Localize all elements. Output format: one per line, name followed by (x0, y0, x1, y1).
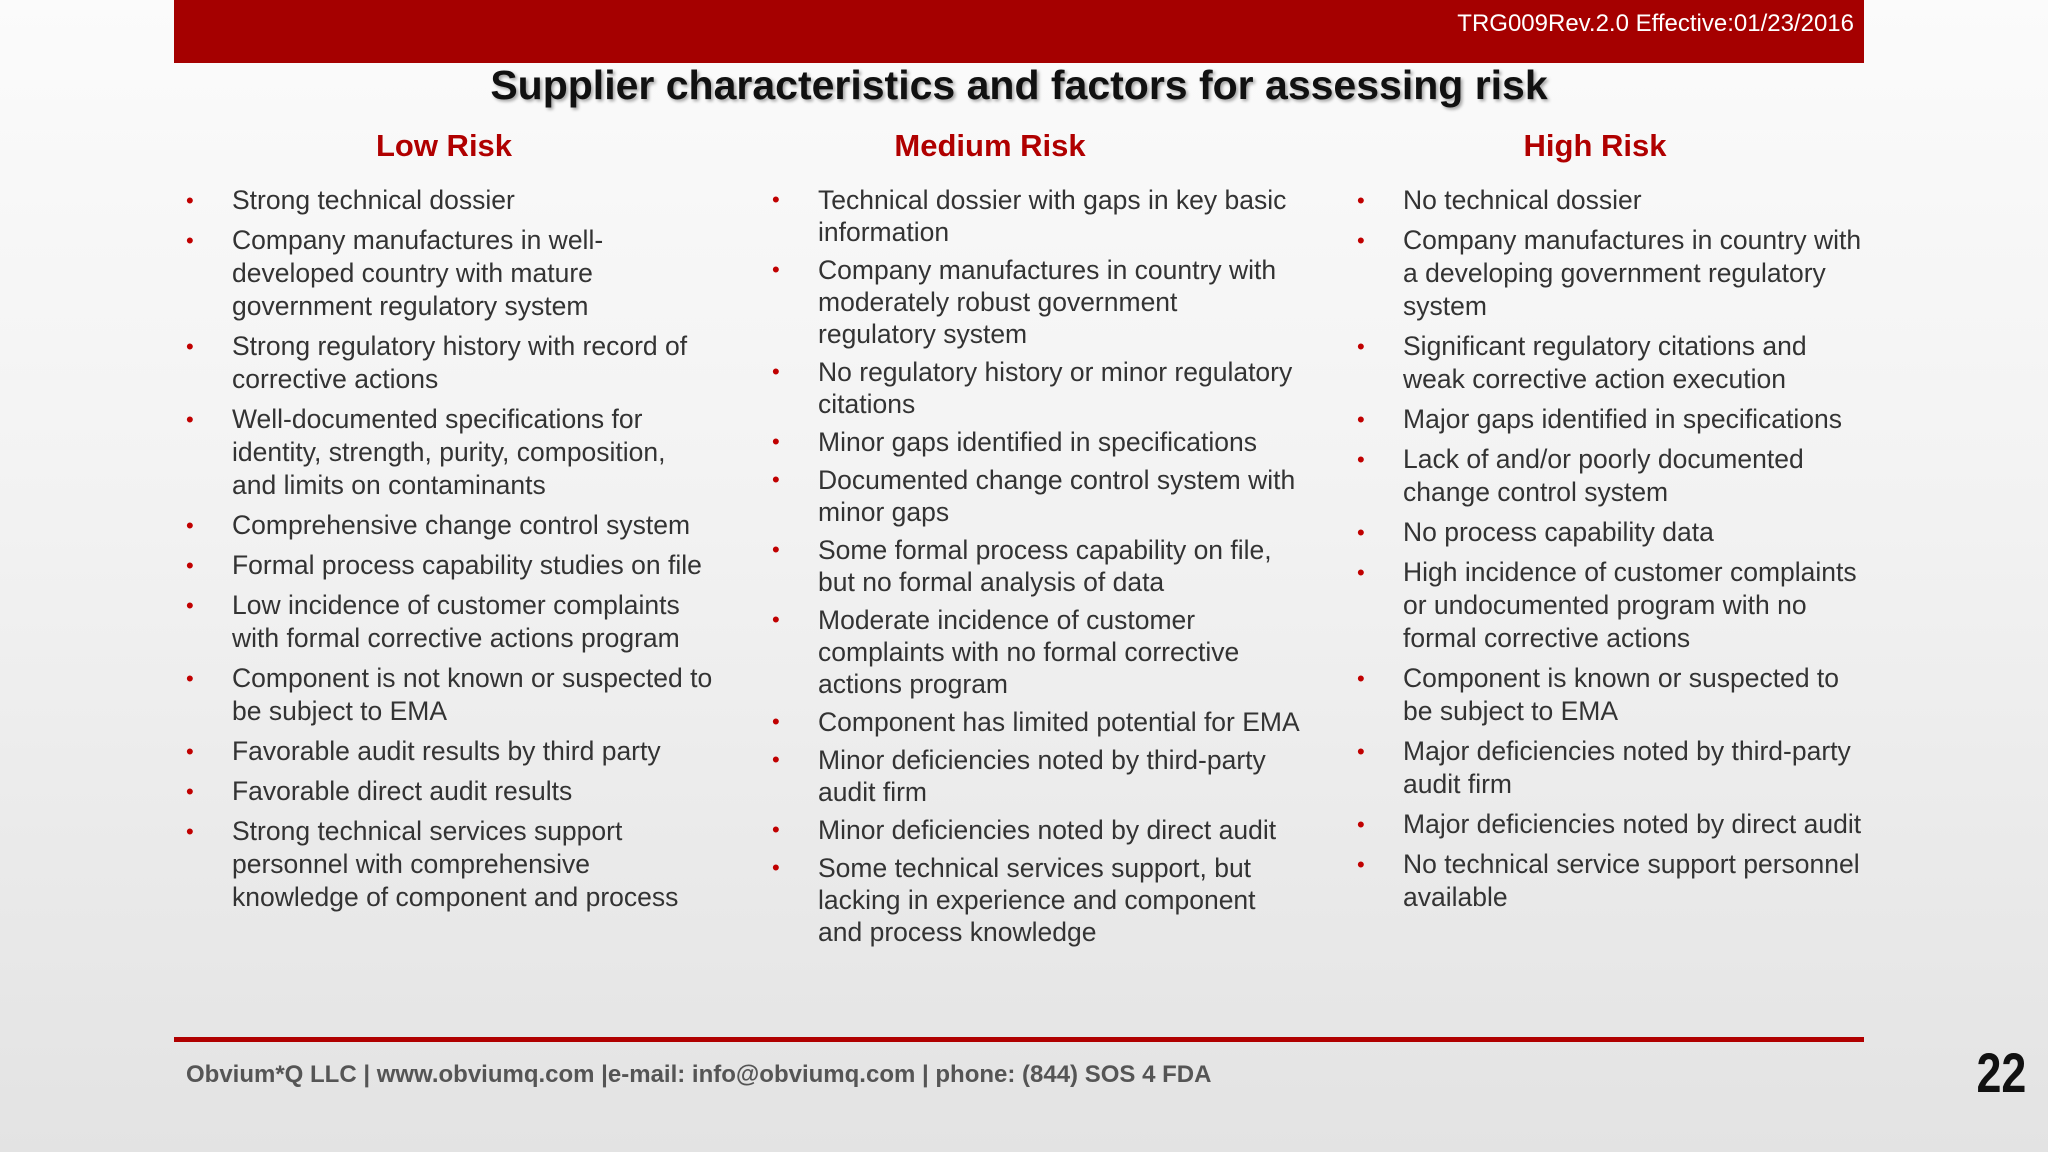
risk-item-text: Strong regulatory history with record of corrective actions (232, 331, 688, 394)
page-number: 22 (1976, 1041, 2026, 1104)
bullet-icon: • (1357, 407, 1365, 432)
risk-list-item (760, 706, 1300, 738)
risk-item-text: Major deficiencies noted by direct audit (1403, 809, 1862, 839)
low-risk-list (174, 184, 714, 914)
risk-item-text: Technical dossier with gaps in key basic information (818, 185, 1287, 247)
risk-item-text: Company manufactures in country with a developing government regulatory system (1403, 225, 1862, 321)
risk-item-text: Major deficiencies noted by third-party audit firm (1403, 736, 1851, 799)
bullet-icon: • (772, 257, 780, 282)
bullet-icon: • (186, 228, 194, 253)
risk-list-item (1345, 735, 1865, 801)
footer-contact: Obvium*Q LLC | www.obviumq.com |e-mail: info@obviumq.com | phone: (844) SOS 4 FDA (186, 1061, 1212, 1088)
bullet-icon: • (772, 817, 780, 842)
high-risk-list (1345, 184, 1865, 914)
risk-list-item (760, 814, 1300, 846)
bullet-icon: • (186, 593, 194, 618)
risk-list-item (1345, 184, 1865, 217)
risk-list-item (174, 549, 714, 582)
bullet-icon: • (186, 513, 194, 538)
medium-risk-heading: Medium Risk (894, 128, 1086, 163)
header-bar (174, 0, 1864, 63)
risk-item-text: Lack of and/or poorly documented change control system (1403, 444, 1804, 507)
risk-item-text: Some technical services support, but lacking in experience and component and process knowledge (818, 853, 1256, 947)
bullet-icon: • (186, 666, 194, 691)
risk-list-item (174, 775, 714, 808)
risk-list-item (174, 735, 714, 768)
risk-item-text: Well-documented specifications for identity, strength, purity, composition, and limits on contaminants (232, 404, 666, 500)
risk-item-text: Significant regulatory citations and weak corrective action execution (1403, 331, 1807, 394)
risk-item-text: Favorable audit results by third party (232, 736, 661, 766)
risk-item-text: Favorable direct audit results (232, 776, 573, 806)
bullet-icon: • (1357, 447, 1365, 472)
risk-list-item (760, 464, 1300, 528)
bullet-icon: • (1357, 334, 1365, 359)
bullet-icon: • (772, 709, 780, 734)
risk-item-text: Moderate incidence of customer complaints with no formal corrective actions program (818, 605, 1240, 699)
risk-list-item (1345, 848, 1865, 914)
risk-list-item (1345, 516, 1865, 549)
bullet-icon: • (772, 537, 780, 562)
risk-item-text: Component is known or suspected to be subject to EMA (1403, 663, 1840, 726)
low-risk-column (174, 128, 714, 921)
bullet-icon: • (772, 187, 780, 212)
bullet-icon: • (1357, 666, 1365, 691)
high-risk-heading: High Risk (1523, 128, 1667, 163)
risk-item-text: Company manufactures in country with moderately robust government regulatory system (818, 255, 1277, 349)
bullet-icon: • (186, 407, 194, 432)
risk-item-text: Major gaps identified in specifications (1403, 404, 1842, 434)
medium-risk-column (760, 128, 1300, 954)
risk-list-item (174, 815, 714, 914)
risk-item-text: No technical service support personnel available (1403, 849, 1860, 912)
risk-list-item (174, 589, 714, 655)
risk-item-text: Strong technical dossier (232, 185, 515, 215)
bullet-icon: • (1357, 560, 1365, 585)
risk-list-item (760, 426, 1300, 458)
risk-item-text: Formal process capability studies on file (232, 550, 702, 580)
medium-risk-list (760, 184, 1300, 948)
risk-list-item (1345, 556, 1865, 655)
risk-list-item (760, 604, 1300, 700)
risk-list-item (1345, 224, 1865, 323)
risk-list-item (1345, 662, 1865, 728)
risk-list-item (174, 662, 714, 728)
risk-item-text: Component is not known or suspected to be subject to EMA (232, 663, 713, 726)
risk-item-text: Component has limited potential for EMA (818, 707, 1300, 737)
risk-item-text: Company manufactures in well-developed country with mature government regulatory system (232, 225, 604, 321)
risk-list-item (174, 184, 714, 217)
risk-list-item (174, 509, 714, 542)
bullet-icon: • (1357, 852, 1365, 877)
bullet-icon: • (772, 855, 780, 880)
bullet-icon: • (772, 467, 780, 492)
risk-list-item (1345, 808, 1865, 841)
risk-list-item (1345, 330, 1865, 396)
high-risk-column (1345, 128, 1865, 921)
bullet-icon: • (772, 429, 780, 454)
risk-item-text: No technical dossier (1403, 185, 1642, 215)
bullet-icon: • (186, 739, 194, 764)
risk-list-item (760, 356, 1300, 420)
bullet-icon: • (1357, 812, 1365, 837)
risk-list-item (1345, 443, 1865, 509)
risk-item-text: Strong technical services support personnel with comprehensive knowledge of component and process (232, 816, 679, 912)
bullet-icon: • (186, 553, 194, 578)
bullet-icon: • (772, 607, 780, 632)
bullet-icon: • (186, 819, 194, 844)
bullet-icon: • (1357, 520, 1365, 545)
risk-item-text: Minor deficiencies noted by direct audit (818, 815, 1277, 845)
risk-list-item (760, 184, 1300, 248)
risk-list-item (760, 852, 1300, 948)
risk-item-text: Some formal process capability on file, but no formal analysis of data (818, 535, 1272, 597)
footer-divider (174, 1037, 1864, 1042)
risk-list-item (1345, 403, 1865, 436)
risk-item-text: Documented change control system with minor gaps (818, 465, 1296, 527)
risk-list-item (760, 254, 1300, 350)
risk-list-item (174, 403, 714, 502)
bullet-icon: • (186, 334, 194, 359)
risk-list-item (760, 534, 1300, 598)
risk-list-item (760, 744, 1300, 808)
risk-item-text: Low incidence of customer complaints with formal corrective actions program (232, 590, 680, 653)
risk-item-text: No process capability data (1403, 517, 1714, 547)
bullet-icon: • (1357, 739, 1365, 764)
bullet-icon: • (186, 188, 194, 213)
risk-item-text: Comprehensive change control system (232, 510, 691, 540)
slide-title: Supplier characteristics and factors for assessing risk (490, 62, 1548, 108)
low-risk-heading: Low Risk (375, 128, 513, 163)
document-reference: TRG009Rev.2.0 Effective:01/23/2016 (1457, 10, 1854, 37)
risk-list-item (174, 224, 714, 323)
risk-item-text: Minor deficiencies noted by third-party audit firm (818, 745, 1266, 807)
risk-list-item (174, 330, 714, 396)
risk-item-text: High incidence of customer complaints or undocumented program with no formal corrective actions (1403, 557, 1857, 653)
bullet-icon: • (186, 779, 194, 804)
bullet-icon: • (1357, 188, 1365, 213)
risk-item-text: No regulatory history or minor regulatory citations (818, 357, 1293, 419)
bullet-icon: • (772, 359, 780, 384)
bullet-icon: • (1357, 228, 1365, 253)
bullet-icon: • (772, 747, 780, 772)
risk-item-text: Minor gaps identified in specifications (818, 427, 1257, 457)
